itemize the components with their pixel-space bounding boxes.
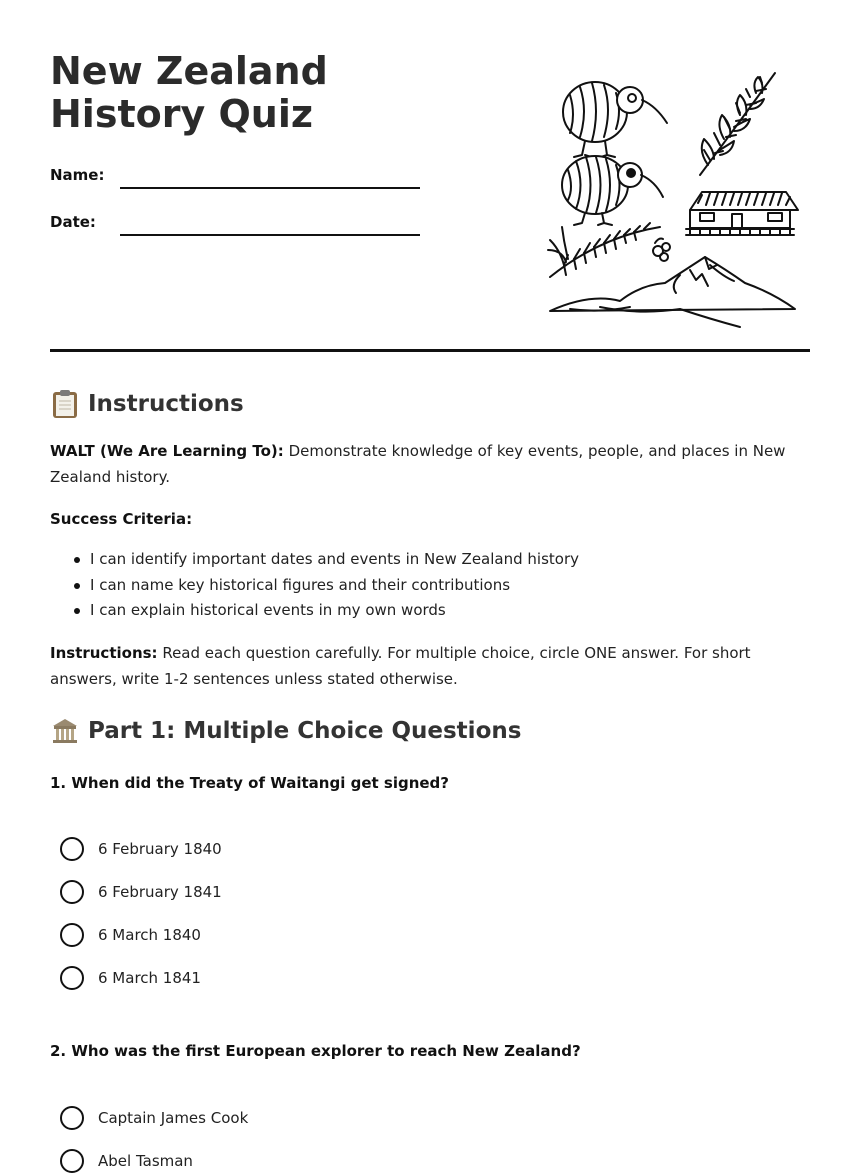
option-label: 6 March 1841 — [98, 969, 201, 987]
fern-icon — [700, 73, 775, 175]
walt-label: WALT (We Are Learning To): — [50, 442, 284, 460]
option-label: 6 February 1841 — [98, 883, 222, 901]
nz-symbols-illustration — [540, 65, 800, 330]
radio-button[interactable] — [60, 1149, 84, 1173]
q1-option-b[interactable] — [60, 880, 222, 904]
option-label: Abel Tasman — [98, 1152, 193, 1170]
date-field-line[interactable] — [120, 234, 420, 236]
radio-button[interactable] — [60, 923, 84, 947]
instructions-heading — [50, 389, 244, 419]
q1-option-d[interactable] — [60, 966, 201, 990]
question-2: 2. Who was the first European explorer to reach New Zealand? — [50, 1042, 581, 1060]
option-label: 6 March 1840 — [98, 926, 201, 944]
kiwi-icon — [563, 82, 667, 157]
classical-building-icon — [50, 716, 80, 746]
option-label: Captain James Cook — [98, 1109, 249, 1127]
walt-text: Demonstrate knowledge of key events, people, and places in New Zealand history. — [50, 442, 786, 486]
list-item: I can name key historical figures and their contributions — [50, 573, 810, 599]
mountain-icon — [550, 257, 795, 327]
instructions-text: Read each question carefully. For multiple choice, circle ONE answer. For short answers, write 1-2 sentences unless stated otherwise. — [50, 644, 751, 688]
success-criteria-label: Success Criteria: — [50, 510, 193, 528]
radio-button[interactable] — [60, 837, 84, 861]
kiwi-icon — [562, 156, 663, 225]
page-title: New Zealand History Quiz — [50, 49, 328, 136]
instructions-label: Instructions: — [50, 644, 158, 662]
radio-button[interactable] — [60, 880, 84, 904]
name-field-line[interactable] — [120, 187, 420, 189]
part1-heading-text: Part 1: Multiple Choice Questions — [88, 718, 522, 744]
whare-icon — [686, 192, 798, 235]
radio-button[interactable] — [60, 966, 84, 990]
instructions-paragraph — [50, 640, 810, 692]
option-label: 6 February 1840 — [98, 840, 222, 858]
q1-option-a[interactable] — [60, 837, 222, 861]
header-divider — [50, 349, 810, 352]
part1-heading — [50, 716, 521, 746]
date-label: Date: — [50, 213, 96, 231]
name-label: Name: — [50, 166, 105, 184]
success-criteria-list — [50, 547, 810, 624]
q2-option-a[interactable] — [60, 1106, 248, 1130]
radio-button[interactable] — [60, 1106, 84, 1130]
question-1: 1. When did the Treaty of Waitangi get signed? — [50, 774, 449, 792]
list-item: I can explain historical events in my own words — [50, 598, 810, 624]
walt-paragraph — [50, 438, 810, 490]
clipboard-icon — [50, 389, 80, 419]
fern-branch-icon — [548, 223, 670, 277]
instructions-heading-text: Instructions — [88, 391, 244, 417]
list-item: I can identify important dates and events in New Zealand history — [50, 547, 810, 573]
q2-option-b[interactable] — [60, 1149, 193, 1173]
q1-option-c[interactable] — [60, 923, 201, 947]
